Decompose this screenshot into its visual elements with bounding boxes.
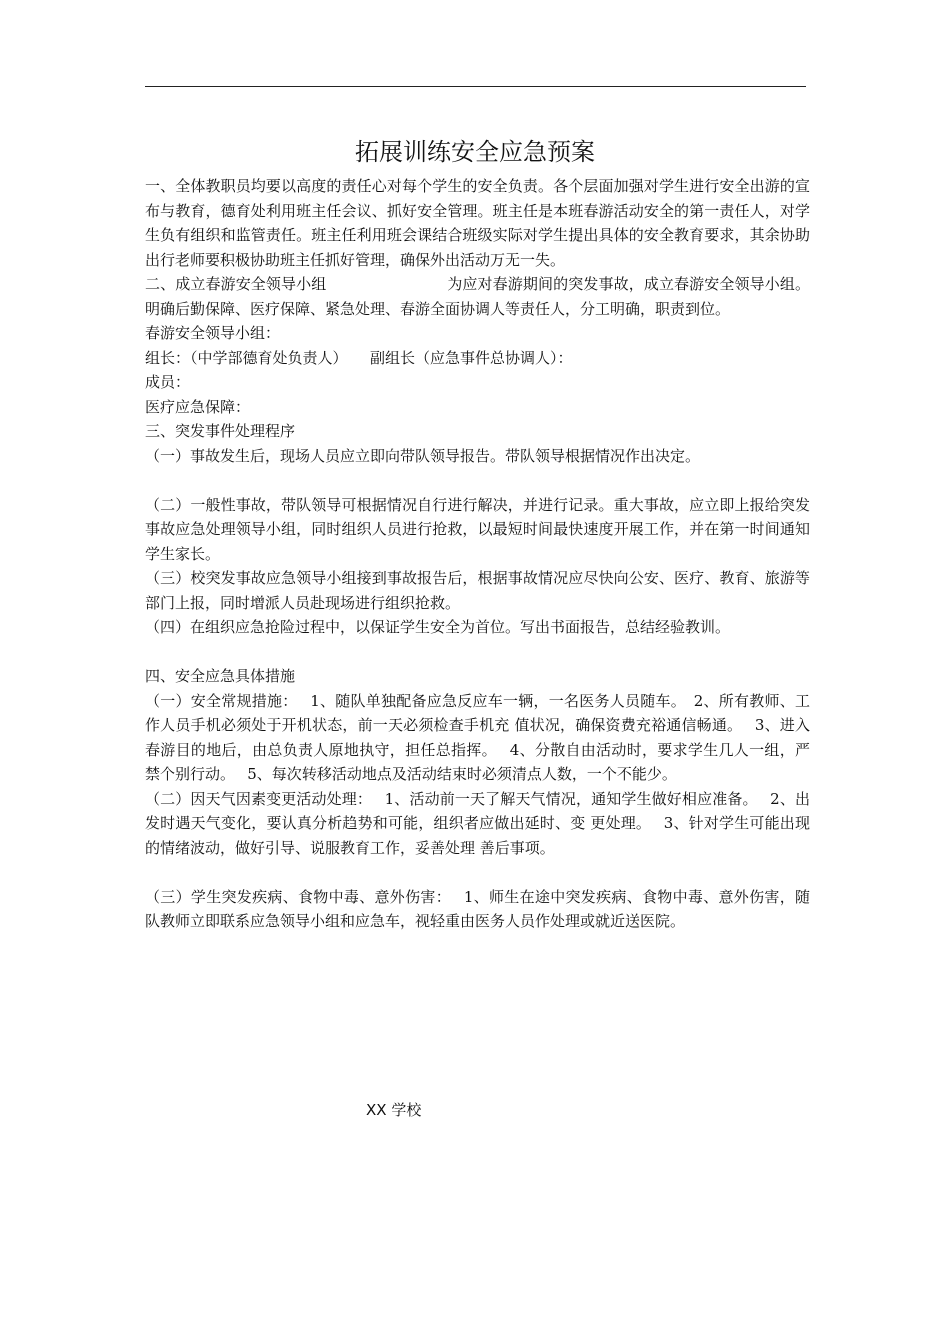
blank-line: [145, 860, 810, 885]
paragraph-15: （三）学生突发疾病、食物中毒、意外伤害： 1、师生在途中突发疾病、食物中毒、意外伤害，随队教师立即联系应急领导小组和应急车，视轻重由医务人员作处理或就近送医院。: [145, 887, 810, 930]
paragraph-14: （二）因天气因素变更活动处理： 1、活动前一天了解天气情况，通知学生做好相应准备。 2、出发时遇天气变化，要认真分析趋势和可能，组织者应做出延时、变 更处理。 3、针对学生可能出现的情绪波动，做好引导、说服教育工作，妥善处理 善后事项。: [145, 789, 810, 857]
paragraph-6: 医疗应急保障：: [145, 397, 251, 416]
paragraph-11: （四）在组织应急抢险过程中，以保证学生安全为首位。写出书面报告，总结经验教训。: [145, 618, 731, 636]
paragraph-5: 成员：: [145, 373, 191, 391]
header-rule: [145, 86, 806, 87]
paragraph-1: 一、全体教职员均要以高度的责任心对每个学生的安全负责。各个层面加强对学生进行安全出游的宣布与教育，德育处利用班主任会议、抓好安全管理。班主任是本班春游活动安全的第一责任人，对学生负有组织和监管责任。班主任利用班会课结合班级实际对学生提出具体的安全教育要求，其余协助出行老师要积极协助班主任抓好管理，确保外出活动万无一失。: [145, 177, 810, 269]
document-title: 拓展训练安全应急预案: [355, 138, 595, 166]
paragraph-8: （一）事故发生后，现场人员应立即向带队领导报告。带队领导根据情况作出决定。: [145, 446, 701, 465]
paragraph-3: 春游安全领导小组：: [145, 324, 281, 342]
paragraph-10: （三）校突发事故应急领导小组接到事故报告后，根据事故情况应尽快向公安、医疗、教育、旅游等部门上报，同时增派人员赴现场进行组织抢救。: [145, 569, 810, 612]
paragraph-4: 组长：（中学部德育处负责人） 副组长（应急事件总协调人）：: [145, 348, 573, 367]
blank-line: [145, 640, 810, 665]
paragraph-7: 三、突发事件处理程序: [145, 422, 296, 440]
document-body: [145, 174, 810, 934]
paragraph-9: （二）一般性事故，带队领导可根据情况自行进行解决，并进行记录。重大事故，应立即上报给突发事故应急处理领导小组，同时组织人员进行抢救，以最短时间最快速度开展工作，并在第一时间通知学生家长。: [145, 495, 810, 563]
paragraph-12: 四、安全应急具体措施: [145, 667, 296, 685]
paragraph-2: 二、成立春游安全领导小组 为应对春游期间的突发事故，成立春游安全领导小组。明确后勤保障、医疗保障、紧急处理、春游全面协调人等责任人，分工明确，职责到位。: [145, 275, 810, 318]
school-signature: XX 学校: [366, 1101, 422, 1119]
paragraph-13: （一）安全常规措施： 1、随队单独配备应急反应车一辆，一名医务人员随车。 2、所有教师、工作人员手机必须处于开机状态，前一天必须检查手机充 值状况，确保资费充裕通信畅通。 3、进入春游目的地后，由总负责人原地执守，担任总指挥。 4、分散自由活动时，要求学生几人一组，严禁个别行动。 5、每次转移活动地点及活动结束时必须清点人数，一个不能少。: [145, 691, 810, 783]
blank-line: [145, 468, 810, 493]
